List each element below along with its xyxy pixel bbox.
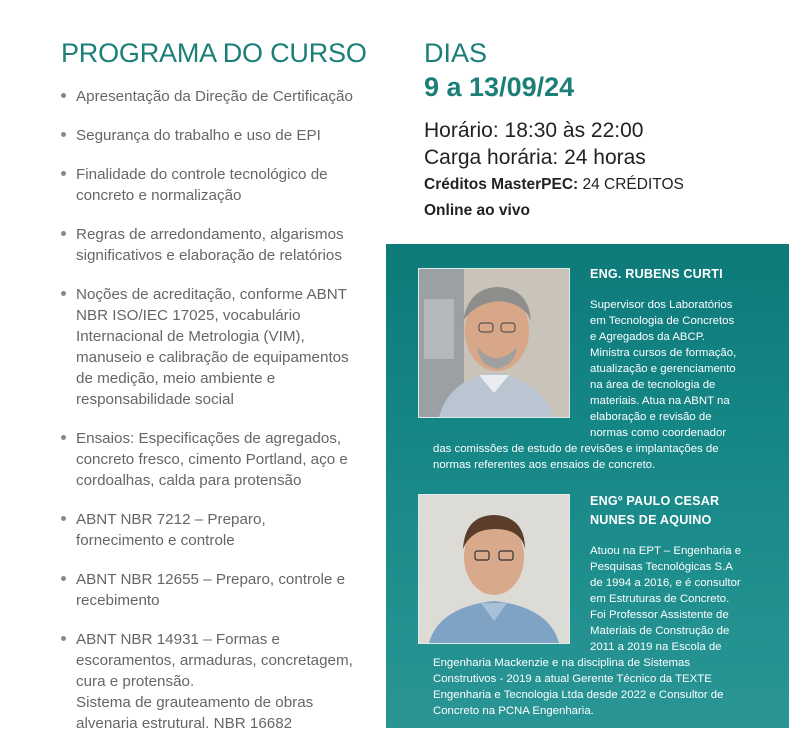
days-label: DIAS [424,38,488,68]
creditos-value: 24 CRÉDITOS [578,176,684,193]
list-item: Apresentação da Direção de Certificação [61,86,386,107]
list-item: ABNT NBR 14931 – Formas e escoramentos, armaduras, concretagem, cura e protensão. Sistema de grauteamento de obras alvenaria estrutural. NBR 16682 [61,629,386,734]
list-item: Noções de acreditação, conforme ABNT NBR ISO/IEC 17025, vocabulário Internacional de Metrologia (VIM), manuseio e calibração de equipamentos de medição, meio ambiente e responsabilidade social [61,284,386,410]
program-title: PROGRAMA DO CURSO [61,38,367,68]
schedule-creditos [424,176,684,194]
instructor-bio-rubens-bottom: das comissões de estudo de revisões e implantações de normas referentes aos ensaios de concreto. [433,443,719,471]
list-item: Segurança do trabalho e uso de EPI [61,125,386,146]
course-program-list [61,86,386,752]
instructor-bio-paulo-top: Atuou na EPT – Engenharia e Pesquisas Tecnológicas S.A de 1994 a 2016, e é consultor em Estruturas de Concreto. Foi Professor Assistente de Materiais de Construção de 2011 a 2019 na Escola de [590,545,742,653]
days-value: 9 a 13/09/24 [424,72,575,102]
list-item: ABNT NBR 12655 – Preparo, controle e recebimento [61,569,386,611]
list-item: ABNT NBR 7212 – Preparo, fornecimento e controle [61,509,386,551]
creditos-label: Créditos MasterPEC: [424,176,579,193]
instructor-photo-rubens [418,268,570,418]
list-item: Finalidade do controle tecnológico de concreto e normalização [61,164,386,206]
instructor-bio-paulo-bottom: Engenharia Mackenzie e na disciplina de Sistemas Construtivos - 2019 a atual Gerente Técnico da TEXTE Engenharia e Tecnologia Ltda desde 2022 e Consultor de Concreto na PCNA Engenharia. [433,657,724,717]
schedule-carga: Carga horária: 24 horas [424,146,646,169]
list-item: Regras de arredondamento, algarismos significativos e elaboração de relatórios [61,224,386,266]
instructor-name-rubens: ENG. RUBENS CURTI [590,267,723,281]
schedule-modalidade: Online ao vivo [424,202,530,219]
list-item: Ensaios: Especificações de agregados, concreto fresco, cimento Portland, aço e cordoalhas, calda para protensão [61,428,386,491]
instructors-panel [386,244,789,728]
instructor-photo-paulo [418,494,570,644]
schedule-horario: Horário: 18:30 às 22:00 [424,119,644,142]
instructor-bio-rubens-top: Supervisor dos Laboratórios em Tecnologia de Concretos e Agregados da ABCP. Ministra cursos de formação, atualização e gerenciamento na área de tecnologia de materiais. Atua na ABNT na elaboração e revisão de normas como coordenador [590,299,737,439]
instructor-name-paulo: ENGº PAULO CESAR NUNES DE AQUINO [590,494,720,527]
